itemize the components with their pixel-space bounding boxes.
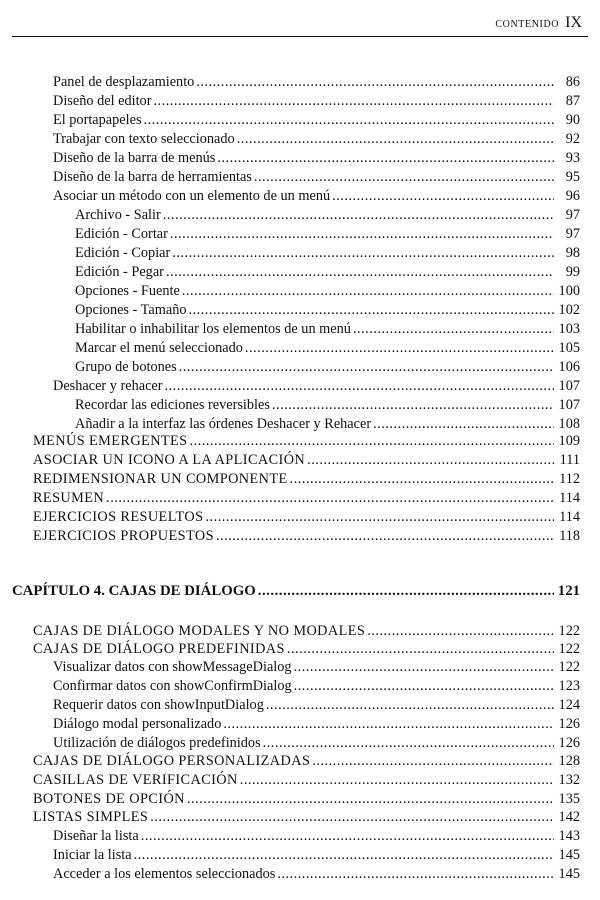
toc-entry <box>75 225 580 244</box>
toc-entry-title: EJERCICIOS PROPUESTOS <box>33 528 214 544</box>
toc-entry-title: MENÚS EMERGENTES <box>33 433 188 449</box>
toc-entry-page: 118 <box>559 528 580 544</box>
toc-entry-title: CAJAS DE DIÁLOGO MODALES Y NO MODALES <box>33 623 366 639</box>
toc-entry <box>33 808 580 827</box>
toc-entry-page: 93 <box>565 150 580 166</box>
toc-entry <box>53 130 580 149</box>
toc-entry <box>33 771 580 790</box>
dot-leader <box>217 149 554 168</box>
dot-leader <box>179 358 554 377</box>
toc-entry <box>33 470 580 489</box>
toc-entry-page: 90 <box>565 112 580 128</box>
toc-entry <box>75 282 580 301</box>
toc-entry-title: Deshacer y rehacer <box>53 378 163 394</box>
dot-leader <box>272 396 554 415</box>
toc-entry-page: 142 <box>558 809 580 825</box>
toc-entry <box>33 489 580 508</box>
toc-entry-title: Archivo - Salir <box>75 207 161 223</box>
dot-leader <box>353 320 554 339</box>
toc-entry <box>33 622 580 641</box>
toc-entry-page: 97 <box>565 207 580 223</box>
dot-leader <box>277 865 554 884</box>
toc-entry-title: CAJAS DE DIÁLOGO PREDEFINIDAS <box>33 641 285 657</box>
toc-entry-title: REDIMENSIONAR UN COMPONENTE <box>33 471 288 487</box>
toc-entry-title: Panel de desplazamiento <box>53 74 195 90</box>
dot-leader <box>266 696 554 715</box>
toc-entry <box>53 677 580 696</box>
toc-entry-page: 145 <box>558 866 580 882</box>
toc-entry <box>53 73 580 92</box>
toc-entry-title: Diseñar la lista <box>53 828 139 844</box>
toc-entry-page: 126 <box>558 716 580 732</box>
toc-entry-page: 122 <box>558 623 580 639</box>
toc-entry-title: LISTAS SIMPLES <box>33 809 149 825</box>
toc-entry-page: 122 <box>558 659 580 675</box>
toc-entry-title: Acceder a los elementos seleccionados <box>53 866 276 882</box>
toc-entry-title: EJERCICIOS RESUELTOS <box>33 509 204 525</box>
toc-entry-title: Grupo de botones <box>75 359 177 375</box>
dot-leader <box>216 527 554 546</box>
toc-entry-page: 97 <box>565 226 580 242</box>
toc-entry <box>75 244 580 263</box>
toc-entry-page: 92 <box>565 131 580 147</box>
toc-entry-page: 145 <box>558 847 580 863</box>
toc-entry <box>75 320 580 339</box>
dot-leader <box>205 508 554 527</box>
toc-entry-page: 109 <box>558 433 580 449</box>
running-header <box>495 14 582 32</box>
toc-entry-title: CASILLAS DE VERIFICACIÓN <box>33 772 238 788</box>
toc-entry-title: Utilización de diálogos predefinidos <box>53 735 261 751</box>
dot-leader <box>166 263 554 282</box>
toc-entry-title: Edición - Copiar <box>75 245 171 261</box>
dot-leader <box>153 92 554 111</box>
toc-entry <box>53 846 580 865</box>
toc-entry-page: 87 <box>565 93 580 109</box>
toc-entry-title: Diseño del editor <box>53 93 152 109</box>
dot-leader <box>163 206 554 225</box>
dot-leader <box>141 827 554 846</box>
toc-entry-title: CAPÍTULO 4. CAJAS DE DIÁLOGO <box>12 583 256 599</box>
toc-entry <box>53 187 580 206</box>
dot-leader <box>150 808 554 827</box>
toc-entry-title: Edición - Cortar <box>75 226 168 242</box>
dot-leader <box>263 734 554 753</box>
toc-entry-page: 112 <box>559 471 580 487</box>
dot-leader <box>294 677 554 696</box>
toc-entry <box>33 752 580 771</box>
toc-entry-page: 96 <box>565 188 580 204</box>
dot-leader <box>170 225 554 244</box>
toc-entry-page: 107 <box>558 397 580 413</box>
toc-entry <box>33 527 580 546</box>
toc-entry <box>53 92 580 111</box>
toc-entry <box>75 396 580 415</box>
toc-entry <box>33 451 580 470</box>
toc-entry-page: 98 <box>565 245 580 261</box>
toc-entry <box>53 377 580 396</box>
toc-entry <box>75 358 580 377</box>
header-page-number: IX <box>565 14 582 31</box>
toc-entry-page: 106 <box>558 359 580 375</box>
toc-entry-title: BOTONES DE OPCIÓN <box>33 791 185 807</box>
toc-entry-page: 95 <box>565 169 580 185</box>
toc-entry-page: 123 <box>558 678 580 694</box>
toc-entry <box>53 111 580 130</box>
dot-leader <box>144 111 554 130</box>
toc-entry <box>53 734 580 753</box>
toc-entry-title: Opciones - Tamaño <box>75 302 187 318</box>
toc-entry-title: Asociar un método con un elemento de un menú <box>53 188 331 204</box>
toc-entry-title: Habilitar o inhabilitar los elementos de un menú <box>75 321 351 337</box>
toc-entry-page: 114 <box>559 509 580 525</box>
toc-entry <box>53 827 580 846</box>
dot-leader <box>172 244 554 263</box>
toc-entry <box>33 790 580 809</box>
toc-entry <box>53 658 580 677</box>
toc-entry-title: Iniciar la lista <box>53 847 132 863</box>
toc-entry <box>75 206 580 225</box>
dot-leader <box>189 301 555 320</box>
toc-entry-title: ASOCIAR UN ICONO A LA APLICACIÓN <box>33 452 306 468</box>
toc-entry-page: 111 <box>559 452 580 468</box>
toc-entry-title: Añadir a la interfaz las órdenes Deshacer y Rehacer <box>75 416 372 432</box>
toc-entry-title: CAJAS DE DIÁLOGO PERSONALIZADAS <box>33 753 311 769</box>
dot-leader <box>190 432 554 451</box>
toc-entry-title: Confirmar datos con showConfirmDialog <box>53 678 292 694</box>
dot-leader <box>240 771 554 790</box>
dot-leader <box>182 282 554 301</box>
toc-entry <box>53 168 580 187</box>
toc-entry <box>53 865 580 884</box>
dot-leader <box>187 790 554 809</box>
toc-entry-page: 126 <box>558 735 580 751</box>
header-section-title: CONTENIDO <box>495 19 560 30</box>
toc-entry-title: Trabajar con texto seleccionado <box>53 131 235 147</box>
toc-entry-title: Diseño de la barra de herramientas <box>53 169 252 185</box>
toc-entry-title: Marcar el menú seleccionado <box>75 340 243 356</box>
toc-entry-page: 128 <box>558 753 580 769</box>
toc-entry <box>33 508 580 527</box>
toc-entry <box>75 301 580 320</box>
toc-entry-title: Edición - Pegar <box>75 264 164 280</box>
dot-leader <box>367 622 554 641</box>
toc-entry-page: 105 <box>558 340 580 356</box>
toc-entry <box>33 432 580 451</box>
dot-leader <box>254 168 554 187</box>
toc-entry-page: 100 <box>558 283 580 299</box>
toc-entry <box>75 263 580 282</box>
toc-entry-page: 102 <box>558 302 580 318</box>
toc-entry-page: 114 <box>559 490 580 506</box>
dot-leader <box>237 130 554 149</box>
toc-entry-page: 135 <box>558 791 580 807</box>
toc-entry-title: Visualizar datos con showMessageDialog <box>53 659 292 675</box>
dot-leader <box>287 640 554 659</box>
toc-entry-page: 107 <box>558 378 580 394</box>
toc-entry <box>75 339 580 358</box>
toc-entry-title: Requerir datos con showInputDialog <box>53 697 264 713</box>
toc-entry-page: 108 <box>558 416 580 432</box>
toc-entry <box>33 640 580 659</box>
toc-entry-page: 132 <box>558 772 580 788</box>
dot-leader <box>294 658 554 677</box>
dot-leader <box>290 470 554 489</box>
toc-entry-page: 121 <box>557 583 580 599</box>
toc-entry <box>53 715 580 734</box>
toc-entry-title: RESUMEN <box>33 490 105 506</box>
dot-leader <box>196 73 554 92</box>
toc-entry-page: 86 <box>565 74 580 90</box>
toc-entry-page: 99 <box>565 264 580 280</box>
dot-leader <box>258 582 554 601</box>
toc-entry-page: 124 <box>558 697 580 713</box>
header-rule <box>12 36 588 37</box>
dot-leader <box>134 846 554 865</box>
dot-leader <box>332 187 554 206</box>
toc-entry-page: 122 <box>558 641 580 657</box>
dot-leader <box>312 752 554 771</box>
toc-entry-title: Diseño de la barra de menús <box>53 150 216 166</box>
toc-entry <box>53 149 580 168</box>
toc-entry-page: 143 <box>558 828 580 844</box>
dot-leader <box>165 377 554 396</box>
dot-leader <box>106 489 554 508</box>
toc-entry-title: Diálogo modal personalizado <box>53 716 222 732</box>
toc-entry-title: Recordar las ediciones reversibles <box>75 397 270 413</box>
dot-leader <box>223 715 554 734</box>
dot-leader <box>245 339 554 358</box>
dot-leader <box>307 451 554 470</box>
toc-entry-title: Opciones - Fuente <box>75 283 180 299</box>
chapter-entry <box>12 582 580 601</box>
toc-entry-page: 103 <box>558 321 580 337</box>
toc-entry-title: El portapapeles <box>53 112 142 128</box>
toc-entry <box>53 696 580 715</box>
